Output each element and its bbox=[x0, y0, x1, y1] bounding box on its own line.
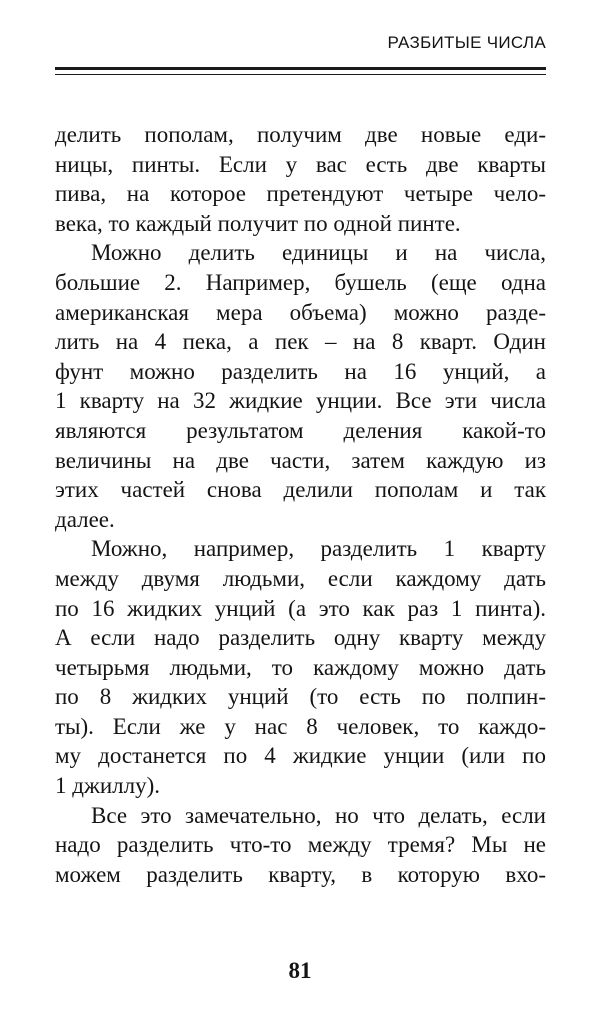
text-line: 1 кварту на 32 жидкие унции. Все эти числа bbox=[55, 388, 546, 414]
running-header: РАЗБИТЫЕ ЧИСЛА bbox=[387, 33, 546, 52]
text-line: 1 джиллу). bbox=[55, 773, 161, 799]
header-rule-thin bbox=[55, 74, 546, 75]
text-line: му достанется по 4 жидкие унции (или по bbox=[55, 743, 546, 769]
text-line: надо разделить что-то между тремя? Мы не bbox=[55, 832, 546, 858]
text-line: века, то каждый получит по одной пинте. bbox=[55, 210, 461, 236]
text-line: этих частей снова делили пополам и так bbox=[55, 477, 546, 503]
text-line: А если надо разделить одну кварту между bbox=[55, 625, 546, 651]
text-line: между двумя людьми, если каждому дать bbox=[55, 565, 546, 591]
text-line: можем разделить кварту, в которую вхо- bbox=[55, 861, 546, 887]
text-line: далее. bbox=[55, 506, 115, 532]
text-line: по 8 жидких унций (то есть по полпин- bbox=[55, 684, 546, 710]
text-line: лить на 4 пека, а пек – на 8 кварт. Один bbox=[55, 329, 546, 355]
page-number: 81 bbox=[288, 958, 312, 983]
text-line: большие 2. Например, бушель (еще одна bbox=[55, 269, 546, 295]
text-line: являются результатом деления какой-то bbox=[55, 417, 546, 443]
text-line: величины на две части, затем каждую из bbox=[55, 447, 546, 473]
text-line: ты). Если же у нас 8 человек, то каждо- bbox=[55, 713, 546, 739]
text-line: американская мера объема) можно разде- bbox=[55, 299, 546, 325]
text-line: четырьмя людьми, то каждому можно дать bbox=[55, 654, 546, 680]
text-line: делить пополам, получим две новые еди- bbox=[55, 122, 546, 147]
text-line: пива, на которое претендуют четыре чело- bbox=[55, 181, 546, 207]
text-line: по 16 жидких унций (а это как раз 1 пинта). bbox=[55, 595, 546, 621]
text-line: фунт можно разделить на 16 унций, а bbox=[55, 358, 546, 384]
text-line: Можно, например, разделить 1 кварту bbox=[91, 536, 546, 562]
body-text bbox=[55, 120, 546, 889]
header-rule-thick bbox=[55, 67, 546, 70]
text-line: ницы, пинты. Если у вас есть две кварты bbox=[55, 151, 546, 177]
text-line: Можно делить единицы и на числа, bbox=[91, 240, 546, 266]
text-line: Все это замечательно, но что делать, если bbox=[91, 802, 546, 828]
